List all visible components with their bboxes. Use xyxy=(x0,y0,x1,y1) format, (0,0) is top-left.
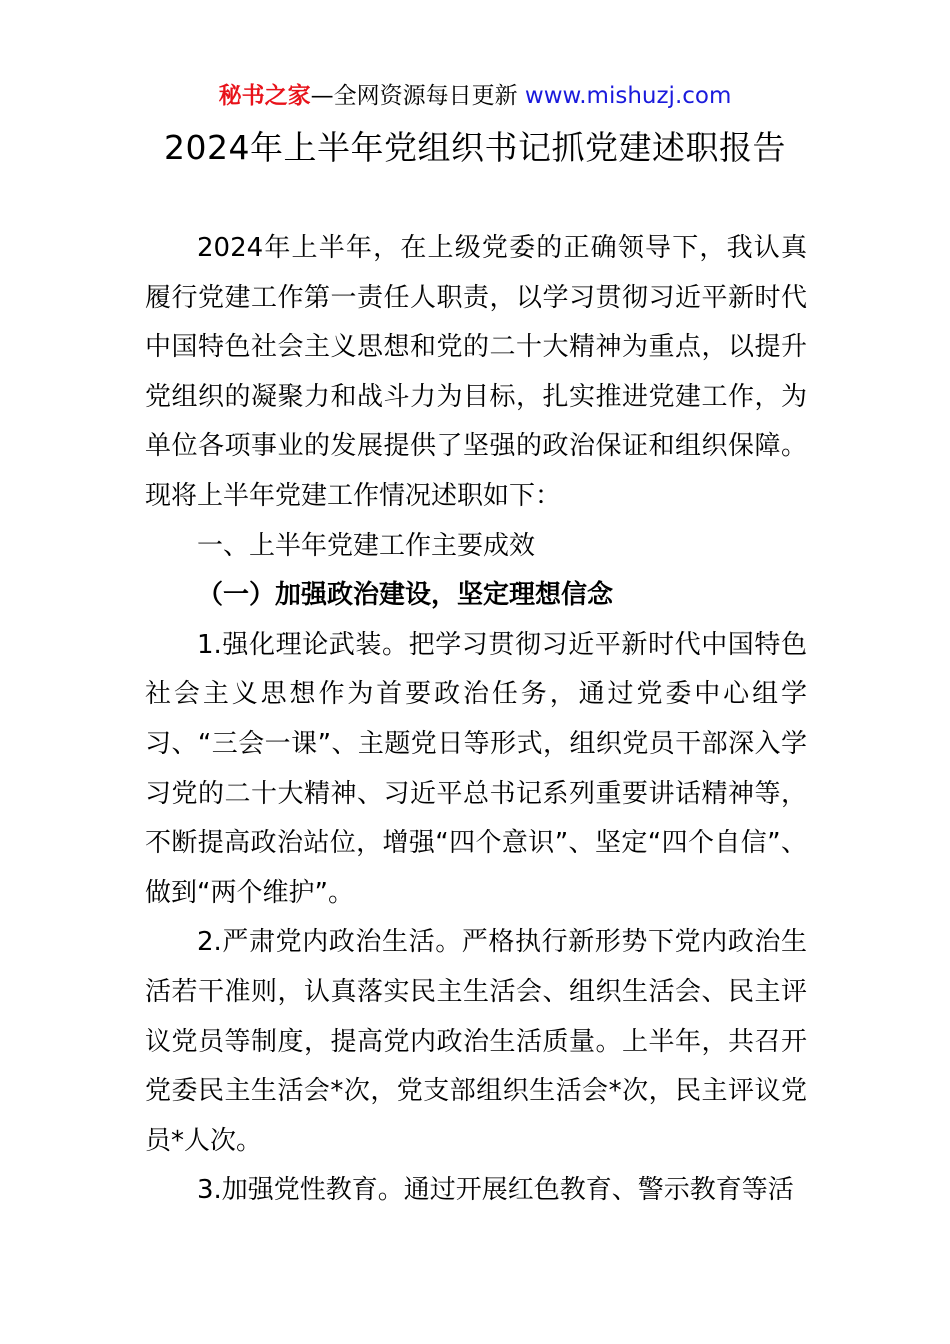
item-paragraph-3: 3.加强党性教育。通过开展红色教育、警示教育等活 xyxy=(197,1175,794,1206)
site-tagline: —全网资源每日更新 xyxy=(310,83,525,109)
site-url-link[interactable]: www.mishuzj.com xyxy=(524,83,732,109)
site-header xyxy=(0,80,950,112)
item-paragraph-1: 1.强化理论武装。把学习贯彻习近平新时代中国特色社会主义思想作为首要政治任务，通过党委中心组学习、“三会一课”、主题党日等形式，组织党员干部深入学习党的二十大精神、习近平总书记系列重要讲话精神等，不断提高政治站位，增强“四个意识”、坚定“四个自信”、做到“两个维护”。 xyxy=(145,629,807,908)
subsection-heading: （一）加强政治建设，坚定理想信念 xyxy=(197,580,614,611)
section-heading: 一、上半年党建工作主要成效 xyxy=(197,530,536,561)
item-paragraph-2: 2.严肃党内政治生活。严格执行新形势下党内政治生活若干准则，认真落实民主生活会、组织生活会、民主评议党员等制度，提高党内政治生活质量。上半年，共召开党委民主生活会*次，党支部组织生活会*次，民主评议党员*人次。 xyxy=(145,927,807,1156)
intro-paragraph: 2024年上半年，在上级党委的正确领导下，我认真履行党建工作第一责任人职责，以学习贯彻习近平新时代中国特色社会主义思想和党的二十大精神为重点，以提升党组织的凝聚力和战斗力为目标，扎实推进党建工作，为单位各项事业的发展提供了坚强的政治保证和组织保障。现将上半年党建工作情况述职如下： xyxy=(145,233,807,511)
site-brand: 秘书之家 xyxy=(218,83,311,109)
document-title: 2024年上半年党组织书记抓党建述职报告 xyxy=(164,128,786,167)
document-body xyxy=(145,224,807,1216)
